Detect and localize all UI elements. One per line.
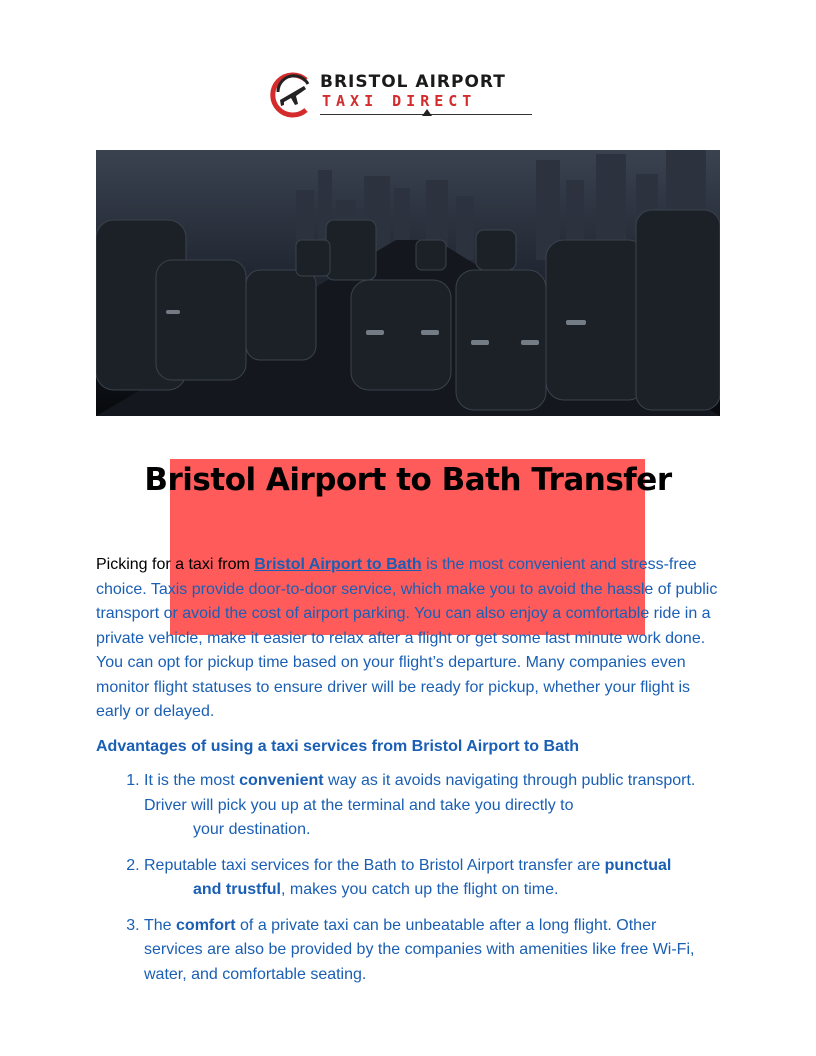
bristol-to-bath-link[interactable]: Bristol Airport to Bath — [254, 556, 422, 573]
item-text-indented: your destination. — [193, 821, 311, 838]
list-item — [144, 769, 718, 843]
item-bold: punctual — [604, 856, 672, 874]
intro-lead: Picking for a taxi from — [96, 556, 255, 573]
item-bold: and trustful — [193, 881, 281, 898]
item-text: of a private taxi can be unbeatable after a long flight. Other services are also be provided by the companies with amenities like free Wi-Fi, water, and comfortable seating. — [144, 916, 695, 983]
section-heading: Advantages of using a taxi services from Bristol Airport to Bath — [96, 737, 580, 755]
item-text: The — [144, 916, 177, 934]
item-text: , makes you catch up the flight on time. — [281, 881, 559, 898]
list-item — [144, 854, 718, 903]
hero-traffic-image — [96, 150, 720, 416]
page-title: Bristol Airport to Bath Transfer — [144, 462, 672, 498]
logo-triangle-icon — [422, 109, 432, 116]
item-bold: convenient — [239, 772, 324, 789]
plane-logo-icon — [268, 70, 314, 120]
item-text: Reputable taxi services for the Bath to Bristol Airport transfer are — [144, 856, 605, 874]
traffic-photo-icon — [96, 150, 720, 416]
item-text: way as it avoids navigating through public transport. Driver will pick you up at the terminal and take you directly to — [144, 772, 696, 814]
list-item — [144, 914, 718, 988]
item-text: It is the most — [144, 772, 240, 789]
logo-line-1: BRISTOL AIRPORT — [320, 72, 506, 92]
intro-paragraph — [96, 553, 718, 725]
advantages-list — [96, 769, 718, 987]
company-logo — [268, 68, 536, 124]
logo-line-2: TAXI DIRECT — [322, 92, 477, 110]
article-body — [96, 553, 718, 998]
intro-rest: is the most convenient and stress-free choice. Taxis provide door-to-door service, which make you to avoid the hassle of public transport or avoid the cost of airport parking. You can also enjoy a comfortable ride in a private vehicle, make it easier to relax after a flight or get some last minute work done. You can opt for pickup time based on your flight’s departure. Many companies even monitor flight statuses to ensure driver will be ready for pickup, whether your flight is early or delayed. — [96, 556, 718, 720]
item-bold: comfort — [176, 916, 236, 934]
